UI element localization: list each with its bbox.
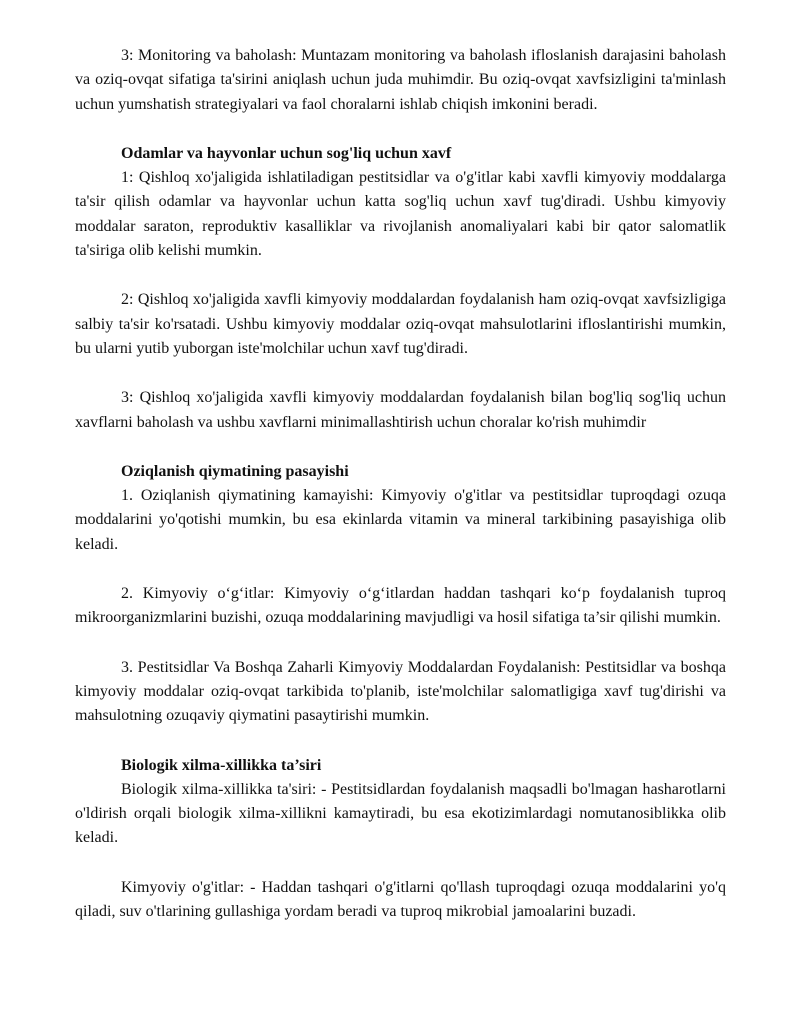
nutrition-section: [75, 460, 726, 729]
nutrition-paragraph-1: 1. Oziqlanish qiymatining kamayishi: Kimyoviy o'g'itlar va pestitsidlar tuproqdagi ozuqa moddalarini yo'qotishi mumkin, bu esa ekinlarda vitamin va mineral tarkibining pasayishiga olib keladi.: [75, 487, 726, 553]
health-risk-paragraph-2: 2: Qishloq xo'jaligida xavfli kimyoviy moddalardan foydalanish ham oziq-ovqat xavfsizligiga salbiy ta'sir ko'rsatadi. Ushbu kimyoviy moddalar oziq-ovqat mahsulotlarini ifloslantirishi mumkin, bu ularni yutib yuborgan iste'molchilar uchun xavf tug'diradi.: [75, 291, 726, 357]
biodiversity-paragraph-1: Biologik xilma-xillikka ta'siri: - Pestitsidlardan foydalanish maqsadli bo'lmagan hasharotlarni o'ldirish orqali biologik xilma-xillikni kamaytiradi, bu esa ekotizimlardagi nomutanosiblikka olib keladi.: [75, 780, 726, 847]
health-risk-paragraph-3: 3: Qishloq xo'jaligida xavfli kimyoviy moddalardan foydalanish bilan bog'liq sog'liq uchun xavflarni baholash va ushbu xavflarni minimallashtirish uchun choralar ko'rish muhimdir: [75, 389, 726, 431]
nutrition-paragraph-2: 2. Kimyoviy o‘g‘itlar: Kimyoviy o‘g‘itlardan haddan tashqari ko‘p foydalanish tuproq mikroorganizmlarini buzishi, ozuqa moddalarining mavjudligi va hosil sifatiga ta’sir qilishi mumkin.: [75, 585, 726, 627]
health-risk-section: [75, 142, 726, 435]
biodiversity-paragraph-2: Kimyoviy o'g'itlar: - Haddan tashqari o'g'itlarni qo'llash tuproqdagi ozuqa moddalarini yo'q qiladi, suv o'tlarining gullashiga yordam beradi va tuproq mikrobial jamoalarini buzadi.: [75, 878, 726, 921]
nutrition-paragraph-3: 3. Pestitsidlar Va Boshqa Zaharli Kimyoviy Moddalardan Foydalanish: Pestitsidlar va boshqa kimyoviy moddalar oziq-ovqat tarkibida to'planib, iste'molchilar salomatligiga xavf tug'dirishi va mahsulotning ozuqaviy qiymatini pasaytirishi mumkin.: [75, 658, 726, 725]
intro-section: [75, 44, 726, 117]
health-risk-heading: Odamlar va hayvonlar uchun sog'liq uchun xavf: [121, 144, 452, 162]
monitoring-paragraph: 3: Monitoring va baholash: Muntazam monitoring va baholash ifloslanish darajasini baholash va oziq-ovqat sifatiga ta'sirini aniqlash uchun juda muhimdir. Bu oziq-ovqat xavfsizligini ta'minlash uchun yumshatish strategiyalari va faol choralarni ishlab chiqish imkonini beradi.: [75, 47, 726, 113]
health-risk-paragraph-1: 1: Qishloq xo'jaligida ishlatiladigan pestitsidlar va o'g'itlar kabi xavfli kimyoviy moddalarga ta'sir qilish odamlar va hayvonlar uchun katta sog'liq uchun xavf tug'diradi. Ushbu kimyoviy moddalar saraton, reproduktiv kasalliklar va rivojlanish anomaliyalari kabi bir qator salomatlik ta'siriga olib kelishi mumkin.: [75, 169, 726, 260]
biodiversity-heading: Biologik xilma-xillikka ta’siri: [121, 756, 322, 774]
nutrition-heading: Oziqlanish qiymatining pasayishi: [121, 462, 349, 480]
biodiversity-section: [75, 754, 726, 925]
